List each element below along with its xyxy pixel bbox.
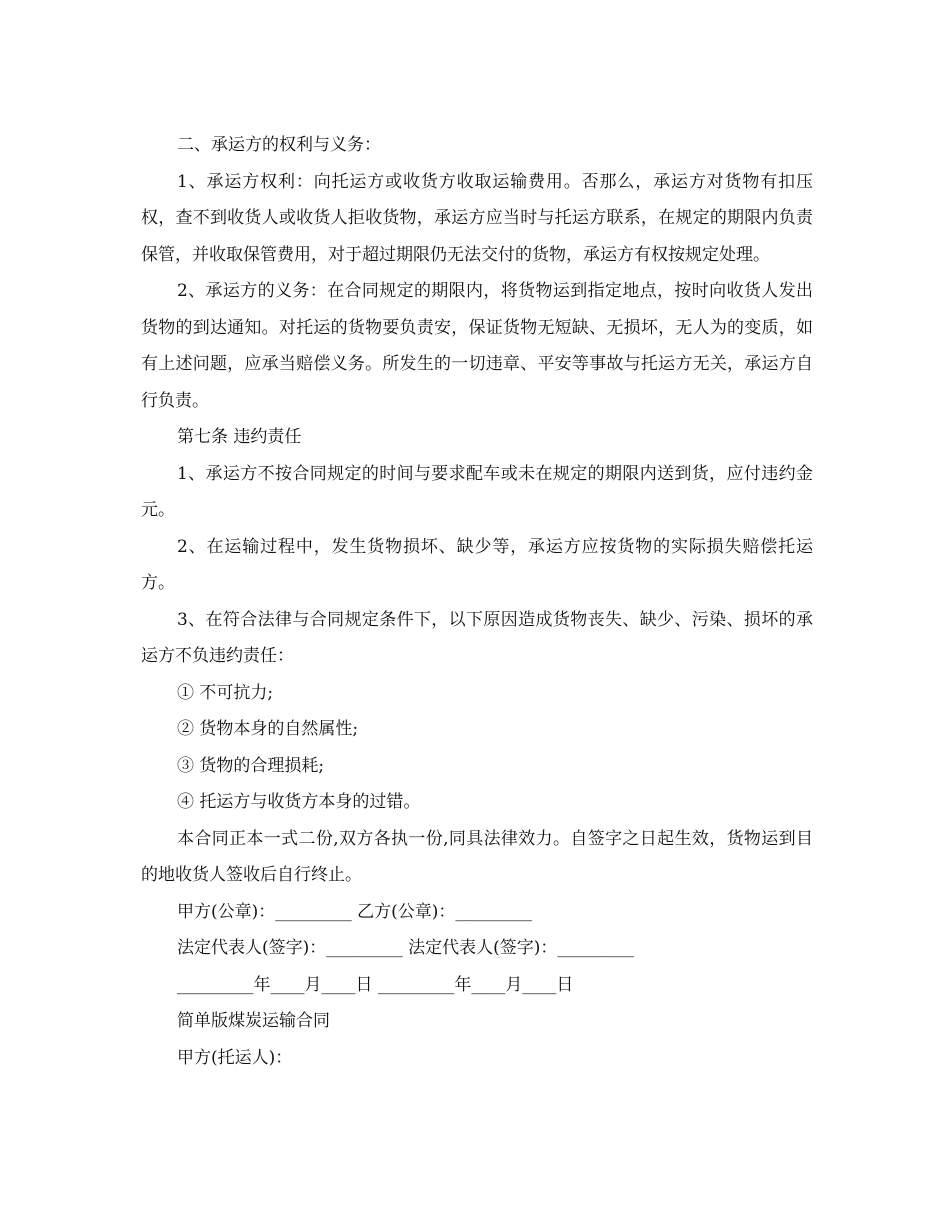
paragraph-breach-2: 2、在运输过程中，发生货物损坏、缺少等，承运方应按货物的实际损失赔偿托运方。: [141, 536, 813, 593]
signature-line-representatives: 法定代表人(签字)：_________ 法定代表人(签字)：_________: [177, 938, 634, 958]
paragraph-carrier-obligations: 2、承运方的义务：在合同规定的期限内，将货物运到指定地点，按时向收货人发出货物的到达通知。对托运的货物要负责安，保证货物无短缺、无损坏，无人为的变质，如有上述问题，应承当赔偿义务。所发生的一切违章、平安等事故与托运方无关，承运方自行负责。: [141, 281, 813, 411]
paragraph-carrier-rights: 1、承运方权利：向托运方或收货方收取运输费用。否那么，承运方对货物有扣压权，查不到收货人或收货人拒收货物，承运方应当时与托运方联系，在规定的期限内负责保管，并收取保管费用，对于超过期限仍无法交付的货物，承运方有权按规定处理。: [141, 171, 813, 265]
article-seven-heading: 第七条 违约责任: [177, 427, 302, 447]
party-a-line: 甲方(托运人)：: [177, 1047, 293, 1068]
paragraph-breach-3: 3、在符合法律与合同规定条件下，以下原因造成货物丧失、缺少、污染、损坏的承运方不负违约责任：: [141, 609, 813, 666]
list-item-natural-property: ② 货物本身的自然属性;: [177, 719, 359, 739]
list-item-own-fault: ④ 托运方与收货方本身的过错。: [177, 792, 421, 812]
document-page: [141, 127, 819, 1076]
list-item-force-majeure: ① 不可抗力;: [177, 682, 274, 703]
paragraph-breach-1: 1、承运方不按合同规定的时间与要求配车或未在规定的期限内送到货，应付违约金 元。: [141, 463, 819, 520]
section-heading-rights-obligations: 二、承运方的权利与义务：: [177, 135, 381, 155]
paragraph-contract-validity: 本合同正本一式二份,双方各执一份,同具法律效力。自签字之日起生效，货物运到目的地收货人签收后自行终止。: [141, 828, 813, 885]
new-document-title: 简单版煤炭运输合同: [177, 1011, 330, 1031]
list-item-reasonable-loss: ③ 货物的合理损耗;: [177, 755, 325, 776]
signature-line-dates: _________年____月____日 _________年____月____日: [177, 974, 574, 995]
signature-line-seals: 甲方(公章)：_________ 乙方(公章)：_________: [177, 901, 532, 922]
